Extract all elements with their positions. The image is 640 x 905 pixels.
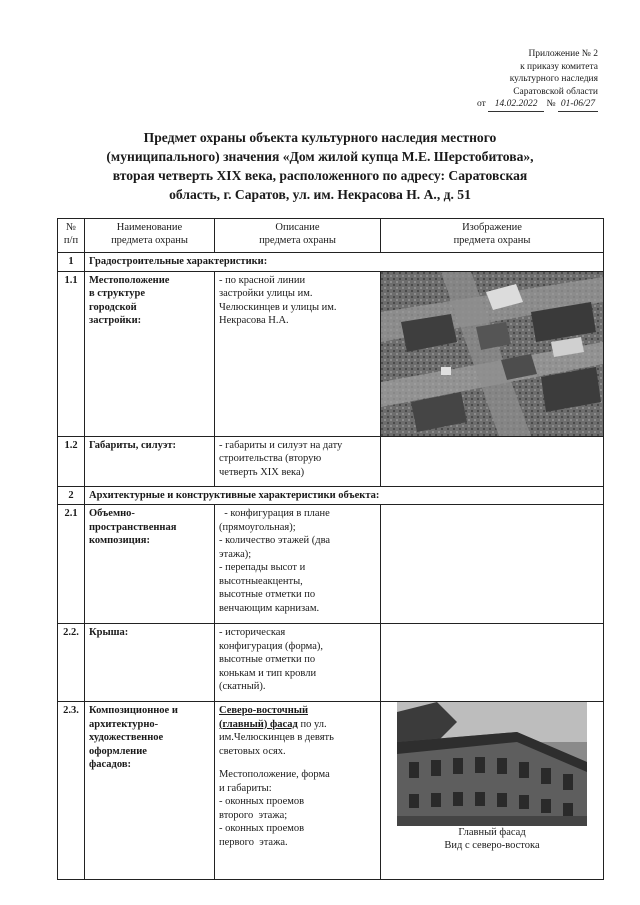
title-line: область, г. Саратов, ул. им. Некрасова Н. А., д. 51 xyxy=(169,187,471,202)
title-line: вторая четверть XIX века, расположенного по адресу: Саратовская xyxy=(112,168,528,183)
header-name: Наименование предмета охраны xyxy=(85,219,215,253)
header-description: Описание предмета охраны xyxy=(215,219,381,253)
header-image: Изображение предмета охраны xyxy=(381,219,604,253)
row-name: Композиционное и архитектурно- художественное оформление фасадов: xyxy=(85,702,215,880)
title-line: Предмет охраны объекта культурного наследия местного xyxy=(143,130,497,145)
table-header-row xyxy=(58,219,604,253)
row-name: Местоположение в структуре городской застройки: xyxy=(85,271,215,436)
appendix-block xyxy=(440,48,598,112)
table-row xyxy=(58,271,604,436)
aerial-map-photo-icon xyxy=(381,272,603,436)
row-description: - по красной линии застройки улицы им. Челюскинцев и улицы им. Некрасова Н.А. xyxy=(215,271,381,436)
row-num: 2.1 xyxy=(58,505,85,624)
table-row xyxy=(58,436,604,486)
row-description: - историческая конфигурация (форма), высотные отметки по конькам и тип кровли (скатный). xyxy=(215,624,381,702)
appendix-line: к приказу комитета xyxy=(520,61,598,72)
section-num: 1 xyxy=(58,253,85,272)
row-description: Северо-восточный (главный) фасад по ул. им.Челюскинцев в девять световых осях. Местоположение, форма и габариты: - оконных проемов второго этажа; - оконных проемов первого этажа. xyxy=(215,702,381,880)
row-description: - конфигурация в плане (прямоугольная); - количество этажей (два этажа); - перепады высот и высотныеакценты, высотные отметки по венчающим карнизам. xyxy=(215,505,381,624)
appendix-date-line xyxy=(440,98,598,112)
empty-image-cell xyxy=(381,505,604,624)
row-num: 1.1 xyxy=(58,271,85,436)
row-description: - габариты и силуэт на дату строительства (вторую четверть XIX века) xyxy=(215,436,381,486)
order-number: 01-06/27 xyxy=(558,98,598,112)
document-title xyxy=(60,128,580,204)
row-name: Габариты, силуэт: xyxy=(85,436,215,486)
section-title: Архитектурные и конструктивные характеристики объекта: xyxy=(85,486,604,505)
row-name: Крыша: xyxy=(85,624,215,702)
row-num: 2.3. xyxy=(58,702,85,880)
table-row xyxy=(58,624,604,702)
section-title: Градостроительные характеристики: xyxy=(85,253,604,272)
section-row xyxy=(58,253,604,272)
empty-image-cell xyxy=(381,436,604,486)
date-prefix: от xyxy=(477,99,486,109)
number-label: № xyxy=(546,99,556,109)
order-date: 14.02.2022 xyxy=(488,98,544,112)
protection-subject-table xyxy=(57,218,604,880)
title-line: (муниципального) значения «Дом жилой купца М.Е. Шерстобитова», xyxy=(106,149,534,164)
appendix-line: Приложение № 2 xyxy=(528,49,598,59)
row-num: 2.2. xyxy=(58,624,85,702)
row-num: 1.2 xyxy=(58,436,85,486)
header-num: № п/п xyxy=(58,219,85,253)
facade-photo-icon xyxy=(397,702,587,826)
section-row xyxy=(58,486,604,505)
facade-heading: Северо-восточный xyxy=(219,705,309,716)
appendix-line: Саратовской области xyxy=(513,86,598,97)
table-row xyxy=(58,505,604,624)
facade-caption: Главный фасад Вид с северо-востока xyxy=(444,827,540,851)
table-row xyxy=(58,702,604,880)
row-name: Объемно- пространственная композиция: xyxy=(85,505,215,624)
section-num: 2 xyxy=(58,486,85,505)
aerial-image-cell xyxy=(381,271,604,436)
facade-heading: (главный) фасад xyxy=(219,718,298,730)
facade-image-cell xyxy=(381,702,604,880)
appendix-line: культурного наследия xyxy=(509,74,598,84)
empty-image-cell xyxy=(381,624,604,702)
